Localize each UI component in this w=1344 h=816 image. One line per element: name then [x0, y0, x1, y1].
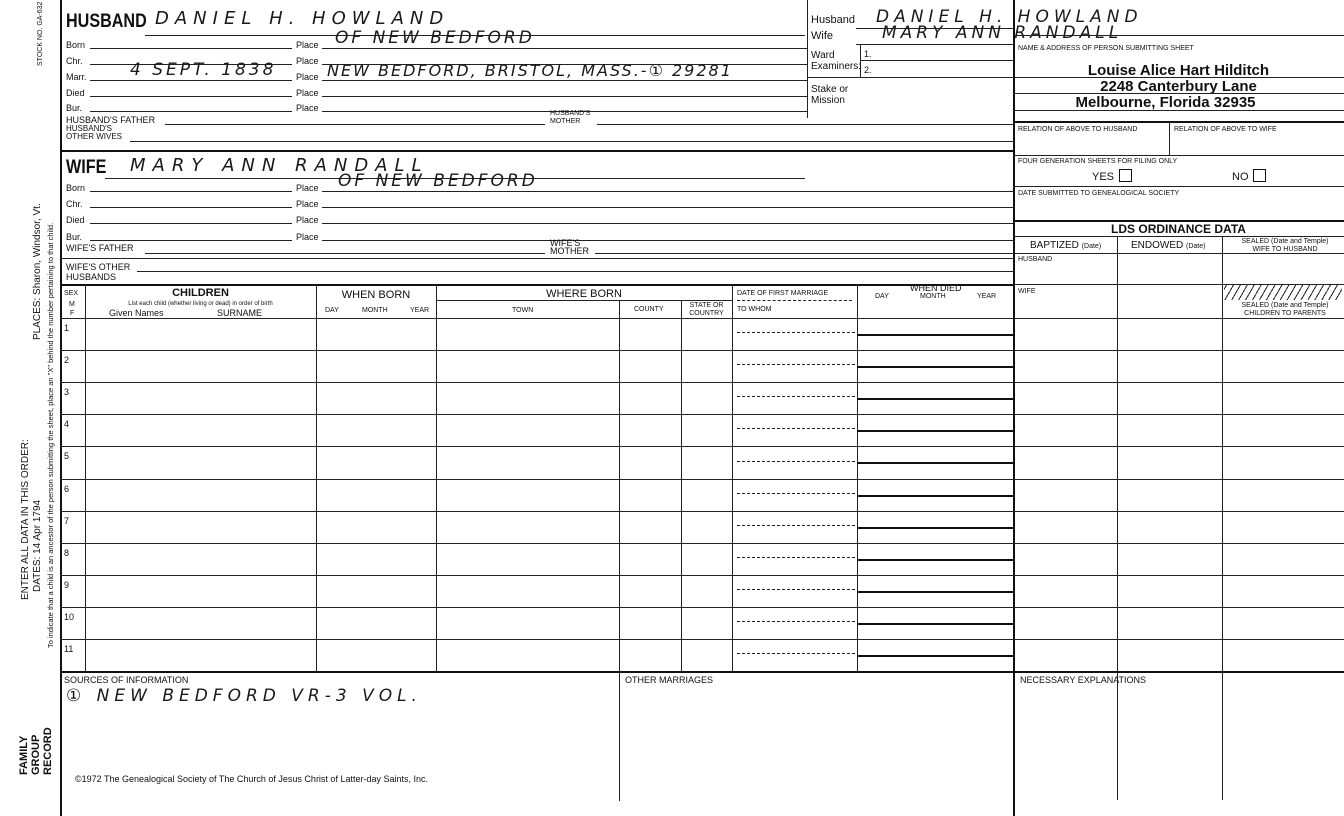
submitter-heading: NAME & ADDRESS OF PERSON SUBMITTING SHEET [1018, 45, 1194, 52]
ward-wife-label: Wife [811, 30, 833, 42]
husband-born-place-label: Place [296, 40, 319, 50]
table-row [60, 575, 1344, 576]
submitter-street: 2248 Canterbury Lane [1100, 78, 1257, 95]
husbands-father-label: HUSBAND'S FATHER [66, 115, 156, 125]
wife-born-place-label: Place [296, 183, 319, 193]
relation-to-wife-label: RELATION OF ABOVE TO WIFE [1174, 126, 1277, 133]
enter-order-label: ENTER ALL DATA IN THIS ORDER: [20, 439, 31, 600]
husbands-other-wives-label: HUSBAND'S OTHER WIVES [66, 124, 123, 141]
baptized-header: BAPTIZED (Date) [1030, 240, 1102, 251]
ward-wife-value[interactable]: MARY ANN RANDALL [882, 23, 1123, 43]
yes-checkbox[interactable] [1119, 169, 1132, 182]
sex-m: M [69, 301, 75, 308]
husband-born-label: Born [66, 40, 86, 50]
table-row [60, 639, 1344, 640]
marriage-date-dash [737, 589, 855, 590]
wife-born-label: Born [66, 183, 86, 193]
lds-wife-row-label: WIFE [1018, 288, 1036, 295]
husband-died-label: Died [66, 88, 85, 98]
child-row-number: 10 [64, 611, 75, 622]
table-row [60, 414, 1344, 415]
child-row-number: 8 [64, 547, 70, 558]
marriage-date-dash [737, 493, 855, 494]
sources-value[interactable]: ① NEW BEDFORD VR-3 VOL. [66, 686, 422, 706]
places-example: PLACES: Sharon, Windsor, Vt. [32, 203, 43, 340]
wife-chr-place-label: Place [296, 199, 319, 209]
table-row [60, 446, 1344, 447]
sealed-wife-header: SEALED (Date and Temple) WIFE TO HUSBAND [1241, 238, 1329, 253]
when-died-header: WHEN DIED [910, 283, 962, 293]
no-label: NO [1232, 171, 1249, 183]
child-row-number: 2 [64, 355, 70, 366]
wife-heading: WIFE [66, 157, 107, 178]
born-month-header: MONTH [362, 307, 388, 314]
child-row-number: 3 [64, 387, 70, 398]
where-born-header: WHERE BORN [546, 288, 622, 300]
sealed-children-header: SEALED (Date and Temple) CHILDREN TO PARENTS [1241, 302, 1329, 317]
examiner-2-number: 2. [864, 65, 872, 75]
first-marriage-header: DATE OF FIRST MARRIAGE [737, 290, 829, 297]
death-date-line [857, 366, 1013, 368]
four-generation-label: FOUR GENERATION SHEETS FOR FILING ONLY [1018, 158, 1178, 165]
wife-died-place-label: Place [296, 215, 319, 225]
death-date-line [857, 623, 1013, 625]
town-header: TOWN [512, 307, 534, 314]
husband-heading: HUSBAND [66, 11, 147, 32]
table-row [60, 382, 1344, 383]
died-day-header: DAY [875, 293, 889, 300]
when-born-header: WHEN BORN [341, 289, 411, 301]
death-date-line [857, 559, 1013, 561]
wifes-other-husbands-label: WIFE'S OTHER HUSBANDS [66, 262, 131, 282]
stock-number: STOCK NO. GA-632 [37, 1, 44, 66]
marriage-date-dash [737, 653, 855, 654]
stake-or-mission-label: Stake or Mission [811, 84, 849, 106]
husband-born-place[interactable]: OF NEW BEDFORD [335, 28, 535, 48]
table-row [60, 350, 1344, 351]
death-date-line [857, 527, 1013, 529]
child-row-number: 6 [64, 483, 70, 494]
marriage-date-dash [737, 621, 855, 622]
sex-f: F [70, 310, 75, 317]
children-instruction: List each child (whether living or dead) in order of birth [128, 301, 273, 307]
table-row [60, 511, 1344, 512]
submitter-name: Louise Alice Hart Hilditch [1087, 62, 1270, 79]
necessary-explanations-label: NECESSARY EXPLANATIONS [1020, 675, 1147, 685]
table-row [60, 543, 1344, 544]
husband-marr-place-label: Place [296, 72, 319, 82]
husbands-mother-label: HUSBAND'S MOTHER [550, 110, 591, 125]
other-marriages-label: OTHER MARRIAGES [625, 675, 714, 685]
ward-husband-label: Husband [811, 14, 856, 26]
death-date-line [857, 495, 1013, 497]
wifes-father-label: WIFE'S FATHER [66, 243, 134, 253]
header-divider [807, 0, 808, 118]
marriage-date-dash [737, 428, 855, 429]
death-date-line [857, 430, 1013, 432]
marriage-date-dash [737, 557, 855, 558]
marriage-date-dash [737, 364, 855, 365]
date-submitted-label: DATE SUBMITTED TO GENEALOGICAL SOCIETY [1018, 190, 1180, 197]
copyright-text: ©1972 The Genealogical Society of The Church of Jesus Christ of Latter-day Saints, Inc. [75, 774, 428, 784]
child-row-number: 1 [64, 323, 70, 333]
children-header: CHILDREN [172, 287, 229, 299]
endowed-header: ENDOWED (Date) [1131, 240, 1206, 251]
death-date-line [857, 655, 1013, 657]
husband-bur-label: Bur. [66, 103, 83, 113]
child-row-number: 5 [64, 451, 70, 462]
submitter-city: Melbourne, Florida 32935 [1075, 94, 1256, 111]
husband-died-place-label: Place [296, 88, 319, 98]
death-date-line [857, 398, 1013, 400]
husband-chr-place-label: Place [296, 56, 319, 66]
child-row-number: 7 [64, 515, 70, 526]
wife-born-place[interactable]: OF NEW BEDFORD [338, 171, 538, 191]
death-date-line [857, 334, 1013, 336]
husband-bur-place-label: Place [296, 103, 319, 113]
county-header: COUNTY [634, 306, 664, 313]
death-date-line [857, 591, 1013, 593]
born-year-header: YEAR [410, 307, 430, 314]
wife-chr-label: Chr. [66, 199, 83, 209]
death-date-line [857, 462, 1013, 464]
given-names-header: Given Names [109, 308, 164, 318]
examiner-1-number: 1. [864, 49, 872, 59]
child-row-number: 9 [64, 579, 70, 590]
husband-chr-label: Chr. [66, 56, 83, 66]
died-year-header: YEAR [977, 293, 997, 300]
ward-husband-value[interactable]: DANIEL H. HOWLAND [876, 7, 1143, 27]
wife-died-label: Died [66, 215, 85, 225]
wifes-mother-label: WIFE'S MOTHER [550, 238, 589, 256]
yes-label: YES [1092, 171, 1115, 183]
marriage-date-dash [737, 461, 855, 462]
table-row [60, 607, 1344, 608]
marriage-date-dash [737, 396, 855, 397]
child-row-number: 4 [64, 419, 70, 430]
ward-label: Ward [811, 50, 835, 61]
marriage-date-dash [737, 525, 855, 526]
husband-name[interactable]: DANIEL H. HOWLAND [155, 8, 450, 29]
marriage-date-dash [737, 332, 855, 333]
sex-header: SEX [64, 290, 79, 297]
husband-marr-label: Marr. [66, 72, 87, 82]
lds-husband-row-label: HUSBAND [1018, 256, 1053, 263]
table-row [60, 479, 1344, 480]
ancestor-instruction: To indicate that a child is an ancestor of the person submitting the sheet, place an "X" behind the number pertaining to that child. [46, 222, 55, 648]
relation-to-husband-label: RELATION OF ABOVE TO HUSBAND [1018, 126, 1138, 133]
child-row-number: 11 [64, 644, 74, 654]
marriage-place[interactable]: NEW BEDFORD, BRISTOL, MASS.-① 29281 [327, 61, 733, 80]
family-group-record-label: FAMILY GROUP RECORD [18, 727, 54, 775]
wife-bur-place-label: Place [296, 232, 319, 242]
born-day-header: DAY [325, 307, 339, 314]
state-country-header: STATE OR COUNTRY [689, 302, 724, 317]
to-whom-header: TO WHOM [737, 306, 772, 313]
left-border [60, 0, 62, 816]
wife-name[interactable]: MARY ANN RANDALL [130, 155, 429, 176]
lds-ordinance-title: LDS ORDINANCE DATA [1111, 222, 1246, 236]
surname-header: SURNAME [217, 308, 263, 318]
sources-label: SOURCES OF INFORMATION [64, 675, 189, 685]
marriage-date[interactable]: 4 SEPT. 1838 [130, 60, 277, 80]
wife-bur-label: Bur. [66, 232, 83, 242]
dates-example: DATES: 14 Apr 1794 [32, 499, 43, 592]
examiners-label: Examiners: [811, 61, 862, 72]
hatched-cell [1224, 285, 1342, 300]
no-checkbox[interactable] [1253, 169, 1266, 182]
died-month-header: MONTH [920, 293, 946, 300]
